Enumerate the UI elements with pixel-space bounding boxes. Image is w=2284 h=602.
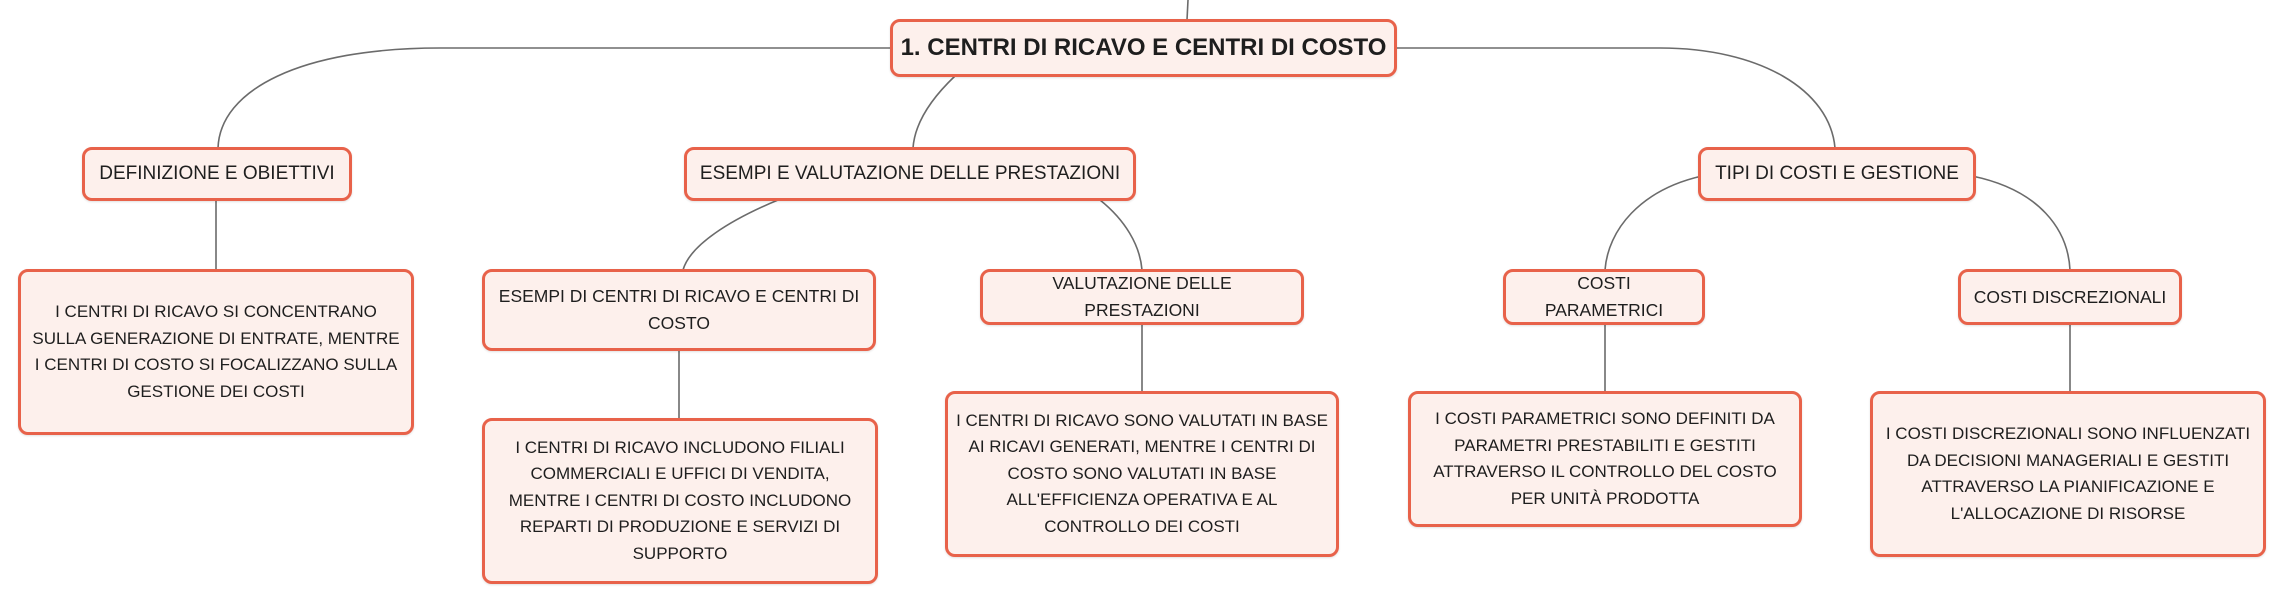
connector-esempivalut-esempi <box>683 200 778 270</box>
branch-tipi-costi[interactable] <box>1698 147 1976 201</box>
connector-root-definizione <box>218 48 892 148</box>
connector-esempivalut-valutazione <box>1100 200 1142 270</box>
valutazione-label: VALUTAZIONE DELLE PRESTAZIONI <box>1052 273 1232 320</box>
esempi-node[interactable] <box>482 269 876 351</box>
connector-tipi-discrezionali <box>1972 176 2070 270</box>
parametrici-detail-node[interactable] <box>1408 391 1802 527</box>
parametrici-node[interactable] <box>1503 269 1705 325</box>
branch-definizione-label: DEFINIZIONE E OBIETTIVI <box>99 163 335 184</box>
discrezionali-detail-text: I COSTI DISCREZIONALI SONO INFLUENZATI DA DECISIONI MANAGERIALI E GESTITI ATTRAVERSO LA PIANIFICAZIONE E L'ALLOCAZIONE DI RISORSE <box>1885 424 2251 523</box>
parametrici-detail-text: I COSTI PARAMETRICI SONO DEFINITI DA PARAMETRI PRESTABILITI E GESTITI ATTRAVERSO IL CONTROLLO DEL COSTO PER UNITÀ PRODOTTA <box>1433 409 1777 508</box>
connector-root-esempi-valutazione <box>913 76 955 148</box>
discrezionali-node[interactable] <box>1958 269 2182 325</box>
parametrici-label: COSTI PARAMETRICI <box>1544 273 1664 320</box>
discrezionali-label: COSTI DISCREZIONALI <box>1973 286 2167 307</box>
esempi-detail-text: I CENTRI DI RICAVO INCLUDONO FILIALI COMMERCIALI E UFFICI DI VENDITA, MENTRE I CENTRI DI COSTO INCLUDONO REPARTI DI PRODUZIONE E SERVIZI DI SUPPORTO <box>508 437 852 563</box>
root-label: 1. CENTRI DI RICAVO E CENTRI DI COSTO <box>900 34 1387 61</box>
valutazione-node[interactable] <box>980 269 1304 325</box>
connector-root-tipi <box>1395 48 1835 148</box>
connector-incoming-root <box>1187 0 1188 20</box>
definizione-detail-node[interactable] <box>18 269 414 435</box>
root-node[interactable] <box>890 19 1397 77</box>
valutazione-detail-node[interactable] <box>945 391 1339 557</box>
esempi-detail-node[interactable] <box>482 418 878 584</box>
discrezionali-detail-node[interactable] <box>1870 391 2266 557</box>
branch-esempi-valutazione-label: ESEMPI E VALUTAZIONE DELLE PRESTAZIONI <box>699 163 1121 184</box>
branch-tipi-costi-label: TIPI DI COSTI E GESTIONE <box>1715 163 1959 184</box>
valutazione-detail-text: I CENTRI DI RICAVO SONO VALUTATI IN BASE AI RICAVI GENERATI, MENTRE I CENTRI DI COSTO SONO VALUTATI IN BASE ALL'EFFICIENZA OPERATIVA E AL CONTROLLO DEI COSTI <box>956 410 1328 536</box>
connector-tipi-parametrici <box>1605 176 1702 270</box>
esempi-label: ESEMPI DI CENTRI DI RICAVO E CENTRI DI COSTO <box>498 286 860 333</box>
branch-definizione[interactable] <box>82 147 352 201</box>
branch-esempi-valutazione[interactable] <box>684 147 1136 201</box>
definizione-detail-text: I CENTRI DI RICAVO SI CONCENTRANO SULLA GENERAZIONE DI ENTRATE, MENTRE I CENTRI DI COSTO SI FOCALIZZANO SULLA GESTIONE DEI COSTI <box>32 302 400 401</box>
